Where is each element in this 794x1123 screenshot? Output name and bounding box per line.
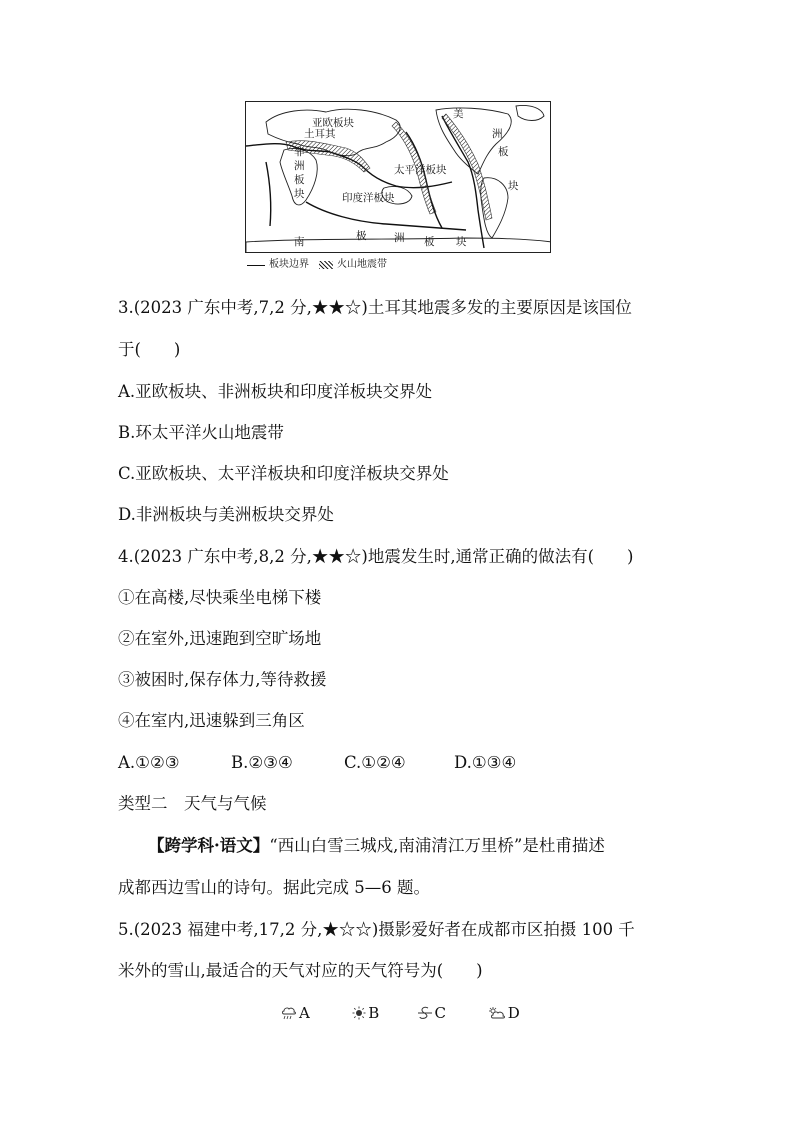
section-title: 类型二 天气与气候	[118, 794, 267, 813]
land-greenland	[516, 105, 544, 120]
q4-option-a: A.①②③	[118, 753, 180, 772]
partly-cloudy-icon	[488, 1006, 506, 1020]
q4-item-4: ④在室内,迅速躲到三角区	[118, 711, 305, 730]
q3-stem-line2: 于( )	[118, 340, 181, 359]
label-america-2: 洲	[492, 128, 503, 140]
legend-boundary: 板块边界	[269, 259, 309, 270]
label-antarctic-5: 块	[456, 236, 467, 248]
legend-volcano: 火山地震带	[337, 259, 387, 270]
q5-option-b	[352, 1001, 411, 1025]
label-africa-4: 块	[294, 188, 305, 200]
label-indian: 印度洋板块	[342, 192, 395, 204]
q4-options	[118, 751, 516, 775]
label-antarctic-4: 板	[424, 236, 435, 248]
q3-stem-line1: 3.(2023 广东中考,7,2 分,★★☆)土耳其地震多发的主要原因是该国位	[118, 298, 632, 317]
q5-stem-line1: 5.(2023 福建中考,17,2 分,★☆☆)摄影爱好者在成都市区拍摄 100 千	[118, 920, 635, 939]
label-antarctic-2: 极	[356, 230, 367, 242]
label-america-3: 板	[498, 146, 509, 158]
label-eurasia: 亚欧板块	[312, 117, 354, 129]
q5-options	[281, 1001, 520, 1027]
boundary-line	[306, 202, 466, 230]
label-antarctic-3: 洲	[394, 232, 405, 244]
label-africa-2: 洲	[294, 160, 305, 172]
q5-stem-line2: 米外的雪山,最适合的天气对应的天气符号为( )	[118, 961, 483, 980]
label-pacific: 太平洋板块	[394, 164, 447, 176]
q5-option-b-label: B	[368, 1004, 380, 1022]
passage-text-1: “西山白雪三城戍,南浦清江万里桥”是杜甫描述	[269, 836, 605, 855]
q4-option-d: D.①③④	[454, 753, 517, 772]
label-turkey: 土耳其	[304, 128, 336, 140]
q5-option-d-label: D	[507, 1004, 520, 1022]
wind-icon	[417, 1006, 433, 1020]
label-africa-3: 板	[294, 174, 305, 186]
q5-option-c-label: C	[434, 1004, 446, 1022]
plate-map-graphic	[246, 102, 551, 253]
q4-option-b: B.②③④	[231, 753, 293, 772]
label-america-1: 美	[453, 108, 464, 120]
q4-item-3: ③被困时,保存体力,等待救援	[118, 670, 327, 689]
q4-option-c: C.①②④	[344, 753, 406, 772]
q4-item-1: ①在高楼,尽快乘坐电梯下楼	[118, 588, 322, 607]
map-legend	[247, 259, 387, 271]
passage-text-2: 成都西边雪山的诗句。据此完成 5—6 题。	[118, 878, 430, 897]
label-america-4: 块	[508, 180, 519, 192]
volcano-legend-icon	[319, 261, 333, 269]
q3-option-b: B.环太平洋火山地震带	[118, 423, 284, 442]
label-africa-1: 非	[294, 146, 305, 158]
plate-map	[245, 101, 551, 253]
boundary-line	[266, 162, 271, 226]
q5-option-a-label: A	[299, 1004, 310, 1022]
label-antarctic-1: 南	[294, 236, 305, 248]
q3-option-d: D.非洲板块与美洲板块交界处	[118, 505, 334, 524]
sun-icon	[352, 1006, 366, 1020]
boundary-legend-icon	[247, 265, 265, 266]
q5-option-c	[417, 1001, 483, 1025]
passage-tag: 【跨学科·语文】	[148, 836, 270, 855]
rain-cloud-icon	[281, 1006, 297, 1020]
passage-line1	[148, 834, 605, 858]
q4-stem: 4.(2023 广东中考,8,2 分,★★☆)地震发生时,通常正确的做法有( )	[118, 547, 634, 566]
q3-option-c: C.亚欧板块、太平洋板块和印度洋板块交界处	[118, 464, 449, 483]
q5-option-d	[488, 1001, 520, 1025]
q3-option-a: A.亚欧板块、非洲板块和印度洋板块交界处	[118, 382, 433, 401]
q4-item-2: ②在室外,迅速跑到空旷场地	[118, 629, 322, 648]
q5-option-a	[281, 1001, 347, 1025]
